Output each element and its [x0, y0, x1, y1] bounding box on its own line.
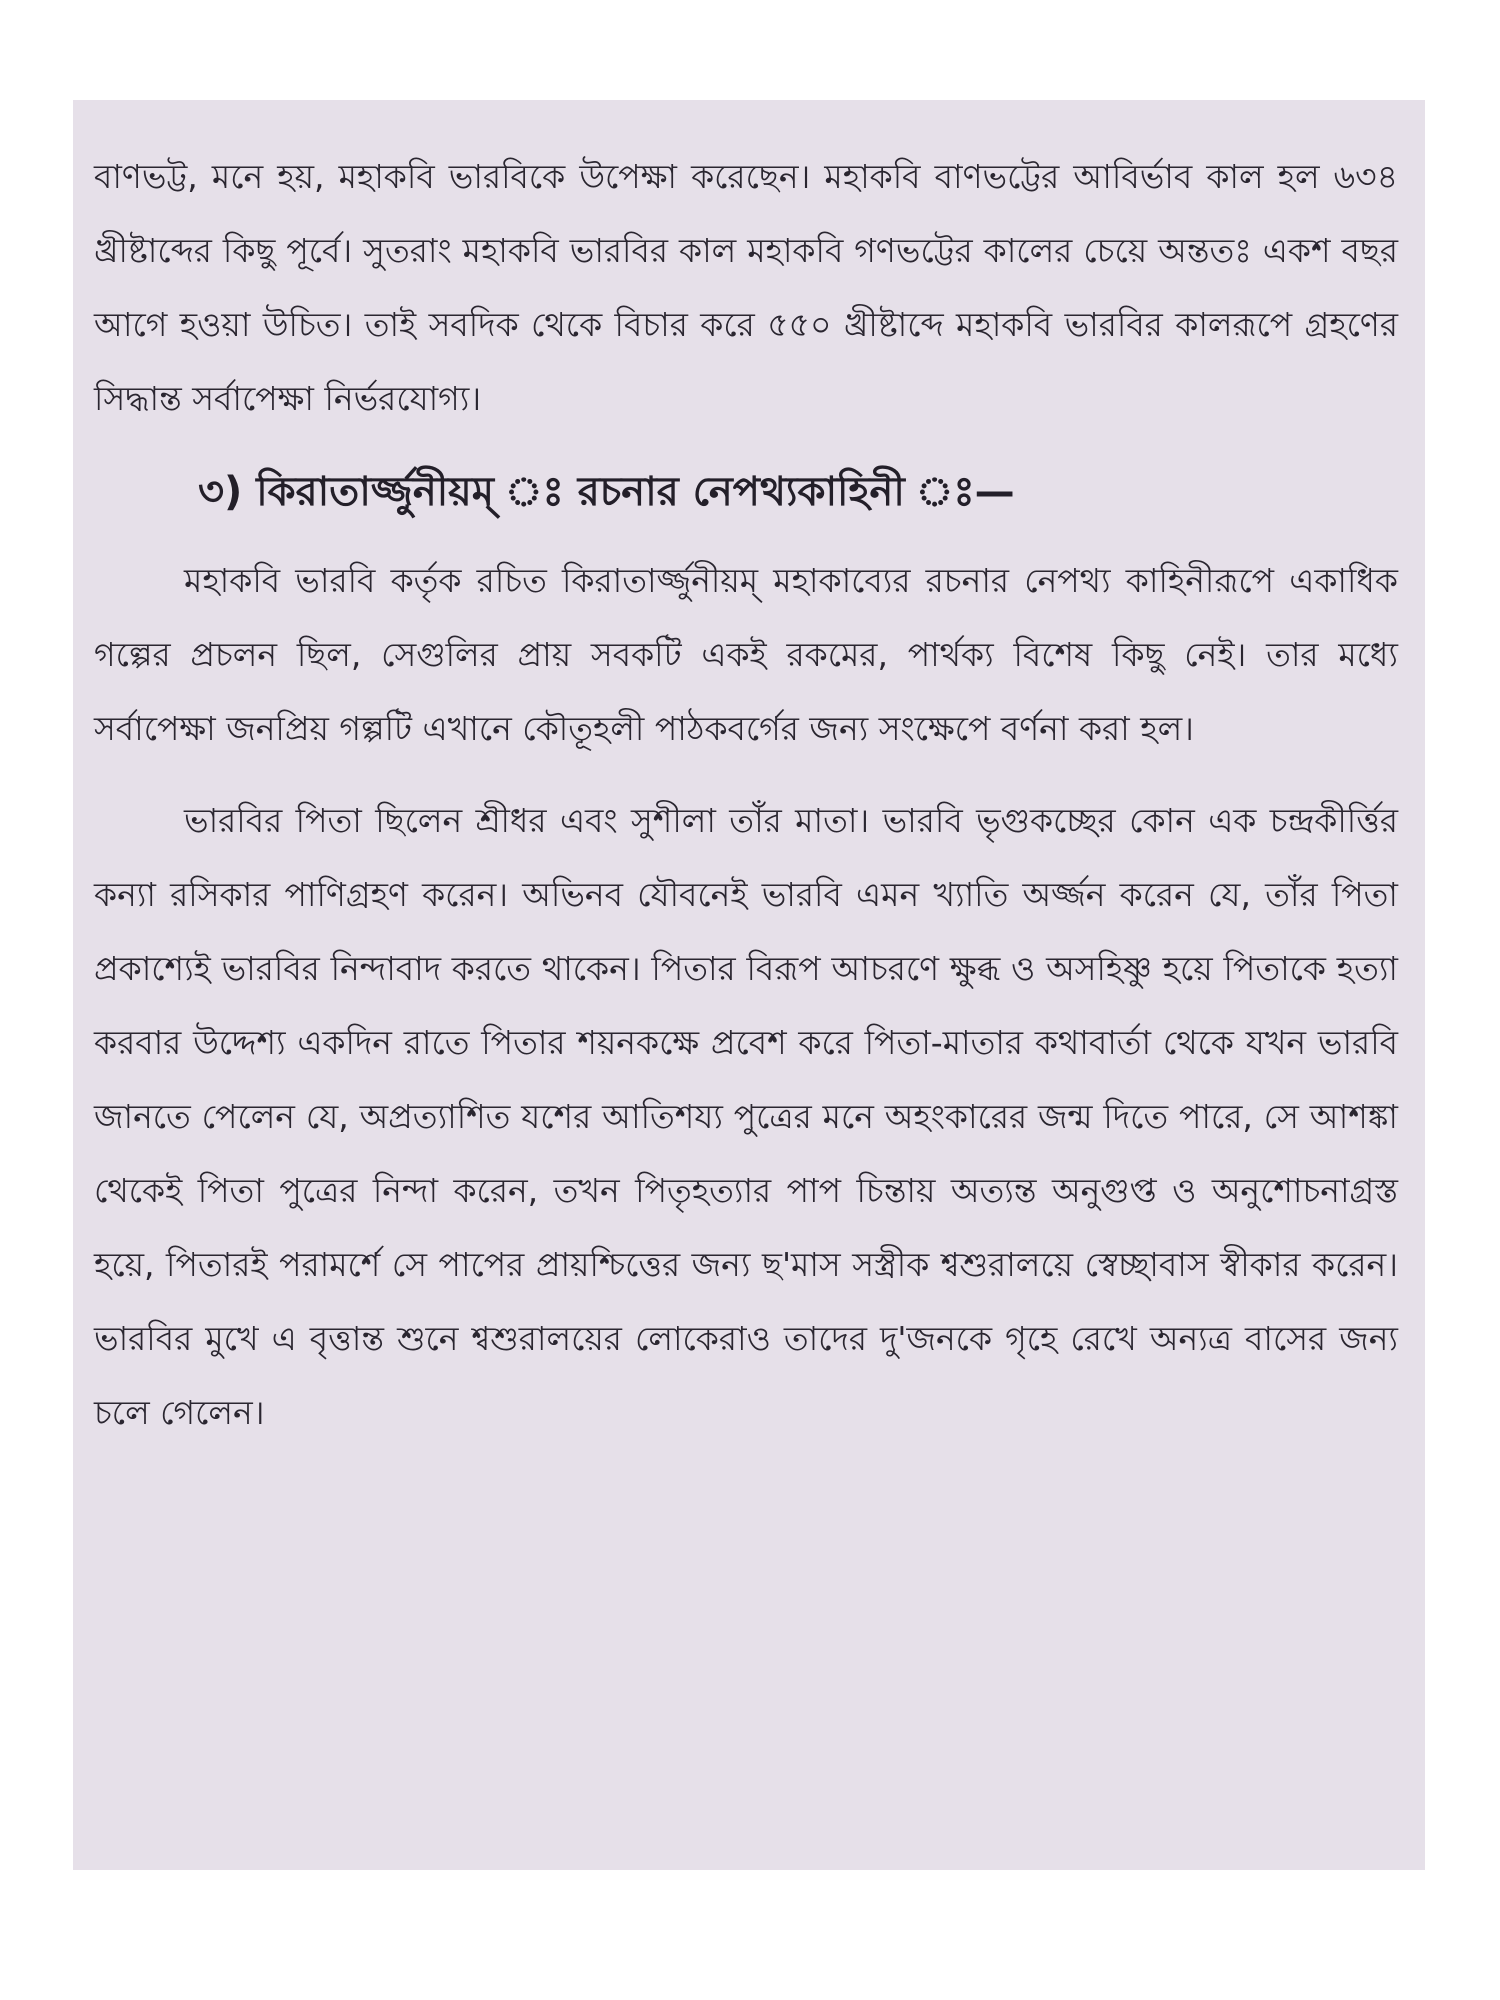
scanned-page — [73, 100, 1425, 1870]
paragraph-background-story: মহাকবি ভারবি কর্তৃক রচিত কিরাতার্জ্জুনীয়ম্ মহাকাব্যের রচনার নেপথ্য কাহিনীরূপে একাধিক গল্পের প্রচলন ছিল, সেগুলির প্রায় সবকটি একই রকমের, পার্থক্য বিশেষ কিছু নেই। তার মধ্যে সর্বাপেক্ষা জনপ্রিয় গল্পটি এখানে কৌতূহলী পাঠকবর্গের জন্য সংক্ষেপে বর্ণনা করা হল। — [94, 561, 1398, 748]
paragraph-bharavi-date: বাণভট্ট, মনে হয়, মহাকবি ভারবিকে উপেক্ষা করেছেন। মহাকবি বাণভট্টের আবির্ভাব কাল হল ৬৩৪ খ্রীষ্টাব্দের কিছু পূর্বে। সুতরাং মহাকবি ভারবির কাল মহাকবি গণভট্টের কালের চেয়ে অন্ততঃ একশ বছর আগে হওয়া উচিত। তাই সবদিক থেকে বিচার করে ৫৫০ খ্রীষ্টাব্দে মহাকবি ভারবির কালরূপে গ্রহণের সিদ্ধান্ত সর্বাপেক্ষা নির্ভরযোগ্য। — [94, 157, 1398, 418]
section-heading: ৩) কিরাতার্জ্জুনীয়ম্ ঃ রচনার নেপথ্যকাহিনী ঃ— — [198, 469, 1015, 515]
paragraph-bharavi-life: ভারবির পিতা ছিলেন শ্রীধর এবং সুশীলা তাঁর মাতা। ভারবি ভৃগুকচ্ছের কোন এক চন্দ্রকীর্ত্তির কন্যা রসিকার পাণিগ্রহণ করেন। অভিনব যৌবনেই ভারবি এমন খ্যাতি অর্জ্জন করেন যে, তাঁর পিতা প্রকাশ্যেই ভারবির নিন্দাবাদ করতে থাকেন। পিতার বিরূপ আচরণে ক্ষুব্ধ ও অসহিষ্ণু হয়ে পিতাকে হত্যা করবার উদ্দেশ্য একদিন রাতে পিতার শয়নকক্ষে প্রবেশ করে পিতা-মাতার কথাবার্তা থেকে যখন ভারবি জানতে পেলেন যে, অপ্রত্যাশিত যশের আতিশয্য পুত্রের মনে অহংকারের জন্ম দিতে পারে, সে আশঙ্কা থেকেই পিতা পুত্রের নিন্দা করেন, তখন পিতৃহত্যার পাপ চিন্তায় অত্যন্ত অনুগুপ্ত ও অনুশোচনাগ্রস্ত হয়ে, পিতারই পরামর্শে সে পাপের প্রায়শ্চিত্তের জন্য ছ'মাস সস্ত্রীক শ্বশুরালয়ে স্বেচ্ছাবাস স্বীকার করেন। ভারবির মুখে এ বৃত্তান্ত শুনে শ্বশুরালয়ের লোকেরাও তাদের দু'জনকে গৃহে রেখে অন্যত্র বাসের জন্য চলে গেলেন। — [94, 801, 1398, 1432]
